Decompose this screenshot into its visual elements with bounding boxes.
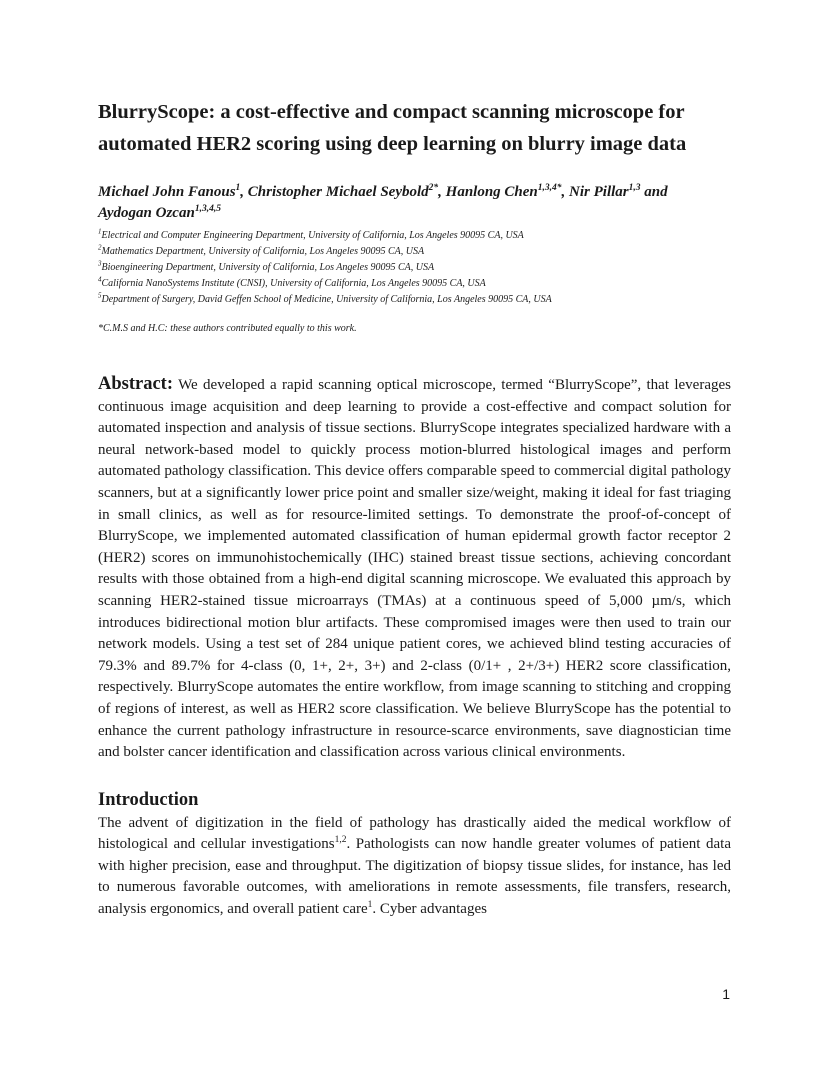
abstract-label: Abstract: [98, 374, 174, 394]
paper-title: BlurryScope: a cost-effective and compact scanning microscope for automated HER2 scoring using deep learning on blurry image data [98, 101, 687, 155]
affiliation: $^1$Electrical and Computer Engineering Department, University of California, Los Angeles 90095 CA, USA [98, 227, 524, 241]
author: Hanlong Chen$^{1,3,4*}$, [445, 183, 570, 200]
author: Nir Pillar$^{1,3}$ and [569, 183, 668, 200]
paper-page [98, 96, 731, 936]
introduction-paragraph: The advent of digitization in the field of pathology has drastically aided the medical workflow of histological and cellular investigations$^{1,2}$. Pathologists can now handle greater volumes of patient data with higher precision, ease and throughput. The digitization of biopsy tissue slides, for instance, has led to numerous favorable outcomes, with ameliorations in remote assessments, file transfers, research, analysis ergonomics, and overall patient care$^1$. Cyber advantages [98, 814, 731, 918]
author: Christopher Michael Seybold$^{2*}$, [247, 183, 446, 200]
affiliation: $^3$Bioengineering Department, University of California, Los Angeles 90095 CA, USA [98, 259, 435, 273]
page-number: 1 [722, 986, 730, 1002]
abstract-text: We developed a rapid scanning optical microscope, termed “BlurryScope”, that leverages continuous image acquisition and deep learning to provide a cost-effective and compact solution for automated inspection and analysis of tissue sections. BlurryScope integrates specialized hardware with a neural network-based model to quickly process motion-blurred histological images and perform automated pathology classification. This device offers comparable speed to commercial digital pathology scanners, but at a significantly lower price point and smaller size/weight, making it ideal for fast triaging in small clinics, as well as for resource-limited settings. To demonstrate the proof-of-concept of BlurryScope, we implemented automated classification of human epidermal growth factor receptor 2 (HER2) scores on immunohistochemically (IHC) stained breast tissue sections, achieving concordant results with those obtained from a high-end digital scanning microscope. We evaluated this approach by scanning HER2-stained tissue microarrays (TMAs) at a continuous speed of 5,000 µm/s, which introduces bidirectional motion blur artifacts. These compromised images were then used to train our network models. Using a test set of 284 unique patient cores, we achieved blind testing accuracies of 79.3% and 89.7% for 4-class (0, 1+, 2+, 3+) and 2-class (0/1+ , 2+/3+) HER2 score classification, respectively. BlurryScope automates the entire workflow, from image scanning to stitching and cropping of regions of interest, as well as HER2 score classification. We believe BlurryScope has the potential to enhance the current pathology infrastructure in resource-scarce environments, save diagnostician time and bolster cancer identification and classification across various clinical environments. [98, 377, 731, 761]
affiliation: $^4$California NanoSystems Institute (CNSI), University of California, Los Angeles 90095 CA, USA [98, 275, 486, 289]
citation: 1 [367, 900, 373, 911]
author-list [98, 182, 731, 224]
affiliation-list [98, 228, 731, 308]
author: Aydogan Ozcan$^{1,3,4,5}$ [98, 204, 221, 221]
introduction-heading: Introduction [98, 789, 199, 810]
citation: 1,2 [334, 835, 347, 846]
author: Michael John Fanous$^1$, [98, 183, 248, 200]
affiliation: $^2$Mathematics Department, University of California, Los Angeles 90095 CA, USA [98, 243, 425, 257]
affiliation: $^5$Department of Surgery, David Geffen School of Medicine, University of California, Los Angeles 90095 CA, USA [98, 291, 552, 305]
abstract [98, 374, 731, 764]
equal-contribution-note: *C.M.S and H.C: these authors contributed equally to this work. [98, 323, 357, 334]
